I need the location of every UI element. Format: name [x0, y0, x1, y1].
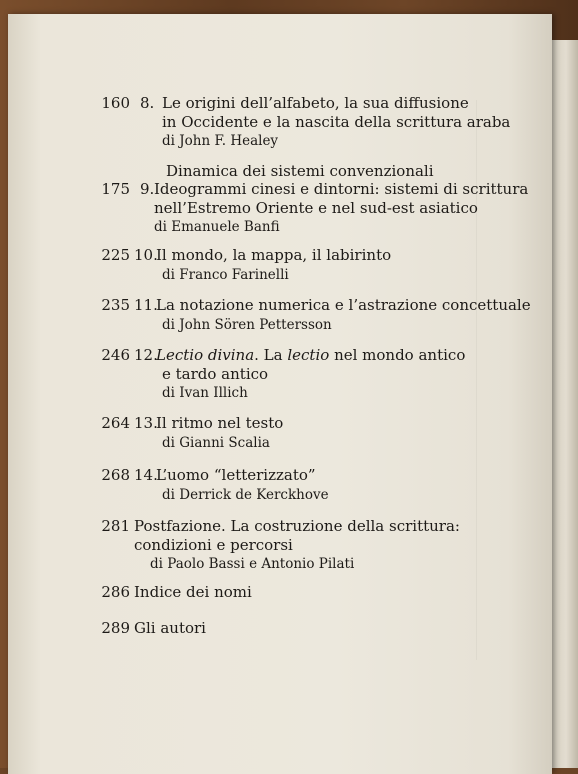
chapter-author: di John Sören Pettersson [162, 317, 332, 333]
page-number: 286 [101, 583, 130, 601]
title-plain-part: . La [254, 346, 288, 364]
page-number: 225 [101, 246, 130, 264]
chapter-author: di Derrick de Kerckhove [162, 487, 329, 503]
page-number: 268 [101, 466, 130, 484]
chapter-title-line: L’uomo “letterizzato” [156, 466, 316, 484]
page-number: 289 [101, 619, 130, 637]
chapter-title-line: condizioni e percorsi [134, 536, 293, 554]
chapter-number: 14. [134, 466, 158, 484]
book-page [8, 14, 552, 774]
page-number: 264 [101, 414, 130, 432]
chapter-number: 10. [134, 246, 158, 264]
chapter-author: di John F. Healey [162, 133, 279, 149]
chapter-title-line: Indice dei nomi [134, 583, 252, 601]
chapter-title-line: Il mondo, la mappa, il labirinto [156, 246, 392, 264]
chapter-title-line: La notazione numerica e l’astrazione concettuale [156, 296, 531, 314]
chapter-title-line: Le origini dell’alfabeto, la sua diffusione [162, 94, 469, 112]
chapter-author: di Emanuele Banfi [154, 219, 280, 235]
page-number: 160 [101, 94, 130, 112]
title-italic-part: lectio [287, 346, 330, 364]
chapter-author: di Gianni Scalia [162, 435, 270, 451]
chapter-title-line [156, 346, 465, 364]
page-number: 175 [101, 180, 130, 198]
page-number: 235 [101, 296, 130, 314]
chapter-number: 9. [140, 180, 155, 198]
chapter-author: di Ivan Illich [162, 385, 248, 401]
chapter-number: 12. [134, 346, 158, 364]
next-page-edge [548, 40, 578, 768]
chapter-title-line: nell’Estremo Oriente e nel sud-est asiatico [154, 199, 478, 217]
chapter-number: 11. [134, 296, 158, 314]
chapter-title-line: Il ritmo nel testo [156, 414, 284, 432]
page-number: 246 [101, 346, 130, 364]
chapter-author: di Franco Farinelli [162, 267, 289, 283]
chapter-number: 13. [134, 414, 158, 432]
chapter-title-line: in Occidente e la nascita della scrittura araba [162, 113, 511, 131]
chapter-title-line: Postfazione. La costruzione della scrittura: [134, 517, 460, 535]
section-heading: Dinamica dei sistemi convenzionali [166, 162, 434, 180]
chapter-number: 8. [140, 94, 155, 112]
chapter-title-line: Ideogrammi cinesi e dintorni: sistemi di scrittura [154, 180, 529, 198]
chapter-title-line: e tardo antico [162, 365, 269, 383]
chapter-author: di Paolo Bassi e Antonio Pilati [150, 556, 355, 572]
title-plain-part: nel mondo antico [329, 346, 466, 364]
chapter-title-line: Gli autori [134, 619, 206, 637]
title-italic-part: Lectio divina [156, 346, 255, 364]
page-number: 281 [101, 517, 130, 535]
